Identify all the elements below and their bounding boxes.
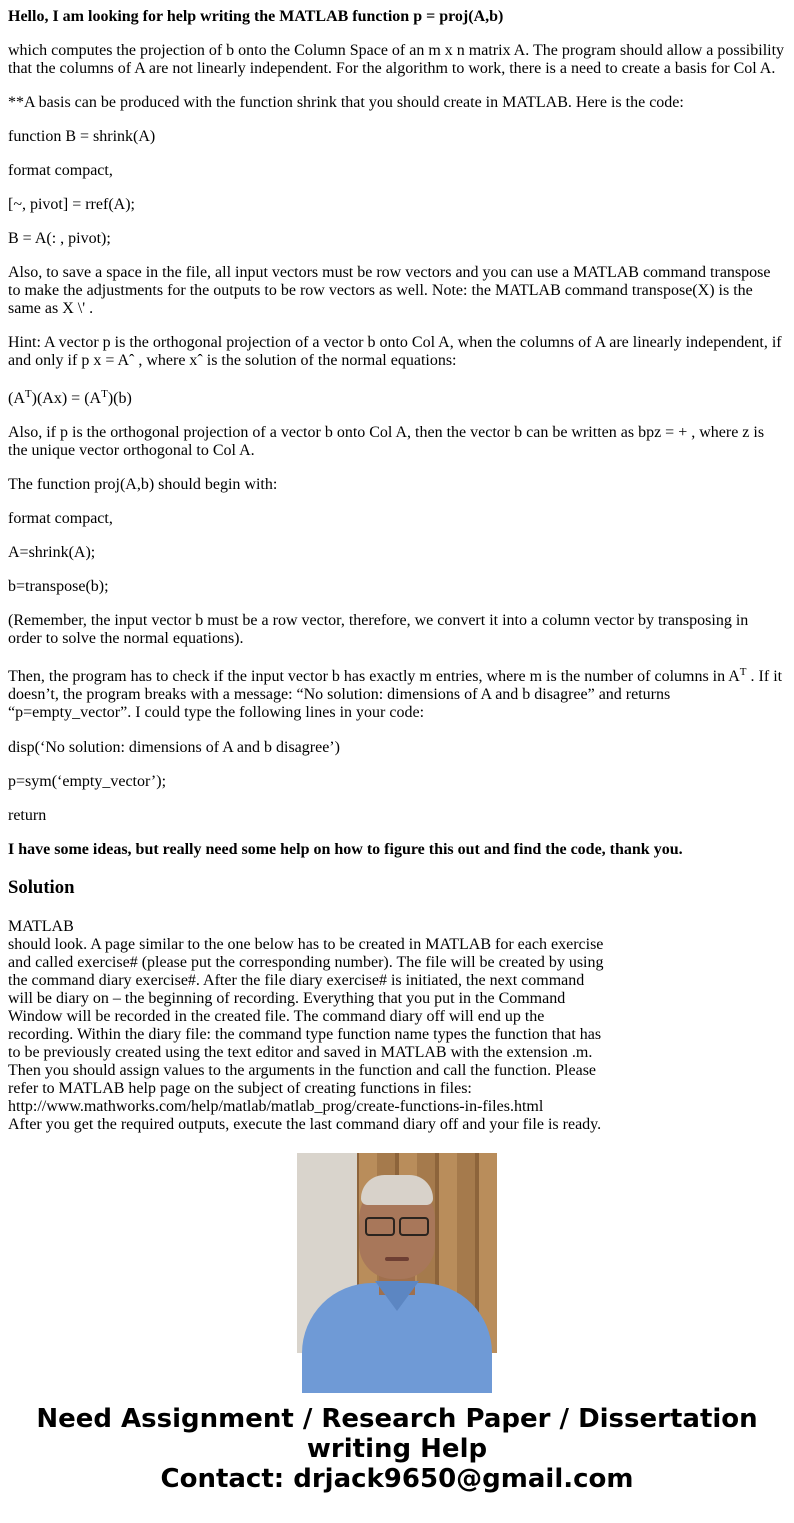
solution-line: to be previously created using the text editor and saved in MATLAB with the extension .m.: [8, 1044, 593, 1061]
banner-contact-email[interactable]: Contact: drjack9650@gmail.com: [160, 1464, 634, 1494]
code-line-format-compact-2: format compact,: [8, 510, 113, 527]
code-line-shrink-signature: function B = shrink(A): [8, 128, 156, 145]
code-line-shrink-call: A=shrink(A);: [8, 544, 96, 561]
author-avatar: [297, 1153, 497, 1353]
question-paragraph-8: Then, the program has to check if the input vector b has exactly m entries, where m is the number of columns in $A^T$ . If it doesn’t, the program breaks with a message: “No solution: dimensions of A and b disagree” and returns “p=empty_vector”. I could type the following lines in your code:: [8, 666, 783, 721]
contact-banner: [0, 1404, 794, 1494]
normal-equation: $(A^T)(Ax) = (A^T)(b)$: [8, 388, 132, 407]
solution-line: After you get the required outputs, execute the last command diary off and your file is ready.: [8, 1116, 602, 1133]
question-paragraph-3: Also, to save a space in the file, all input vectors must be row vectors and you can use a MATLAB command transpose to make the adjustments for the outputs to be row vectors as well. Note: the MATLAB command transpose(X) is the same as X \' .: [8, 264, 771, 317]
question-closing: I have some ideas, but really need some help on how to figure this out and find the code, thank you.: [8, 841, 683, 858]
code-line-sym: p=sym(‘empty_vector’);: [8, 773, 167, 790]
solution-heading: Solution: [8, 877, 75, 898]
question-paragraph-1: which computes the projection of b onto the Column Space of an m x n matrix A. The program should allow a possibility that the columns of A are not linearly independent. For the algorithm to work, there is a need to create a basis for Col A.: [8, 42, 785, 77]
solution-line: should look. A page similar to the one below has to be created in MATLAB for each exercise: [8, 936, 604, 953]
code-line-format-compact: format compact,: [8, 162, 113, 179]
question-paragraph-7: (Remember, the input vector b must be a row vector, therefore, we convert it into a column vector by transposing in order to solve the normal equations).: [8, 612, 749, 647]
solution-line: MATLAB: [8, 918, 74, 935]
solution-line: Then you should assign values to the arguments in the function and call the function. Please: [8, 1062, 597, 1079]
solution-link[interactable]: http://www.mathworks.com/help/matlab/matlab_prog/create-functions-in-files.html: [8, 1098, 544, 1115]
question-paragraph-5: Also, if p is the orthogonal projection of a vector b onto Col A, then the vector b can be written as bpz = + , where z is the unique vector orthogonal to Col A.: [8, 424, 765, 459]
solution-text: [8, 918, 608, 1133]
solution-line: will be diary on – the beginning of recording. Everything that you put in the Command: [8, 990, 566, 1007]
question-paragraph-2: **A basis can be produced with the function shrink that you should create in MATLAB. Here is the code:: [8, 94, 684, 111]
solution-line: refer to MATLAB help page on the subject of creating functions in files:: [8, 1080, 472, 1097]
code-line-transpose: b=transpose(b);: [8, 578, 109, 595]
solution-line: Window will be recorded in the created file. The command diary off will end up the: [8, 1008, 545, 1025]
question-title: Hello, I am looking for help writing the MATLAB function p = proj(A,b): [8, 8, 504, 25]
solution-line: and called exercise# (please put the corresponding number). The file will be created by using: [8, 954, 604, 971]
question-paragraph-6: The function proj(A,b) should begin with:: [8, 476, 278, 493]
code-line-return: return: [8, 807, 47, 824]
code-line-disp: disp(‘No solution: dimensions of A and b disagree’): [8, 739, 340, 756]
banner-line-2: writing Help: [306, 1434, 488, 1464]
solution-line: recording. Within the diary file: the command type function name types the function that has: [8, 1026, 602, 1043]
banner-line-1: Need Assignment / Research Paper / Dissertation: [36, 1404, 758, 1434]
code-line-pivot-columns: B = A(: , pivot);: [8, 230, 111, 247]
solution-line: the command diary exercise#. After the file diary exercise# is initiated, the next command: [8, 972, 585, 989]
question-paragraph-4: Hint: A vector p is the orthogonal projection of a vector b onto Col A, when the columns of A are linearly independent, if and only if p x = Aˆ , where xˆ is the solution of the normal equations:: [8, 334, 782, 369]
code-line-rref: [~, pivot] = rref(A);: [8, 196, 135, 213]
